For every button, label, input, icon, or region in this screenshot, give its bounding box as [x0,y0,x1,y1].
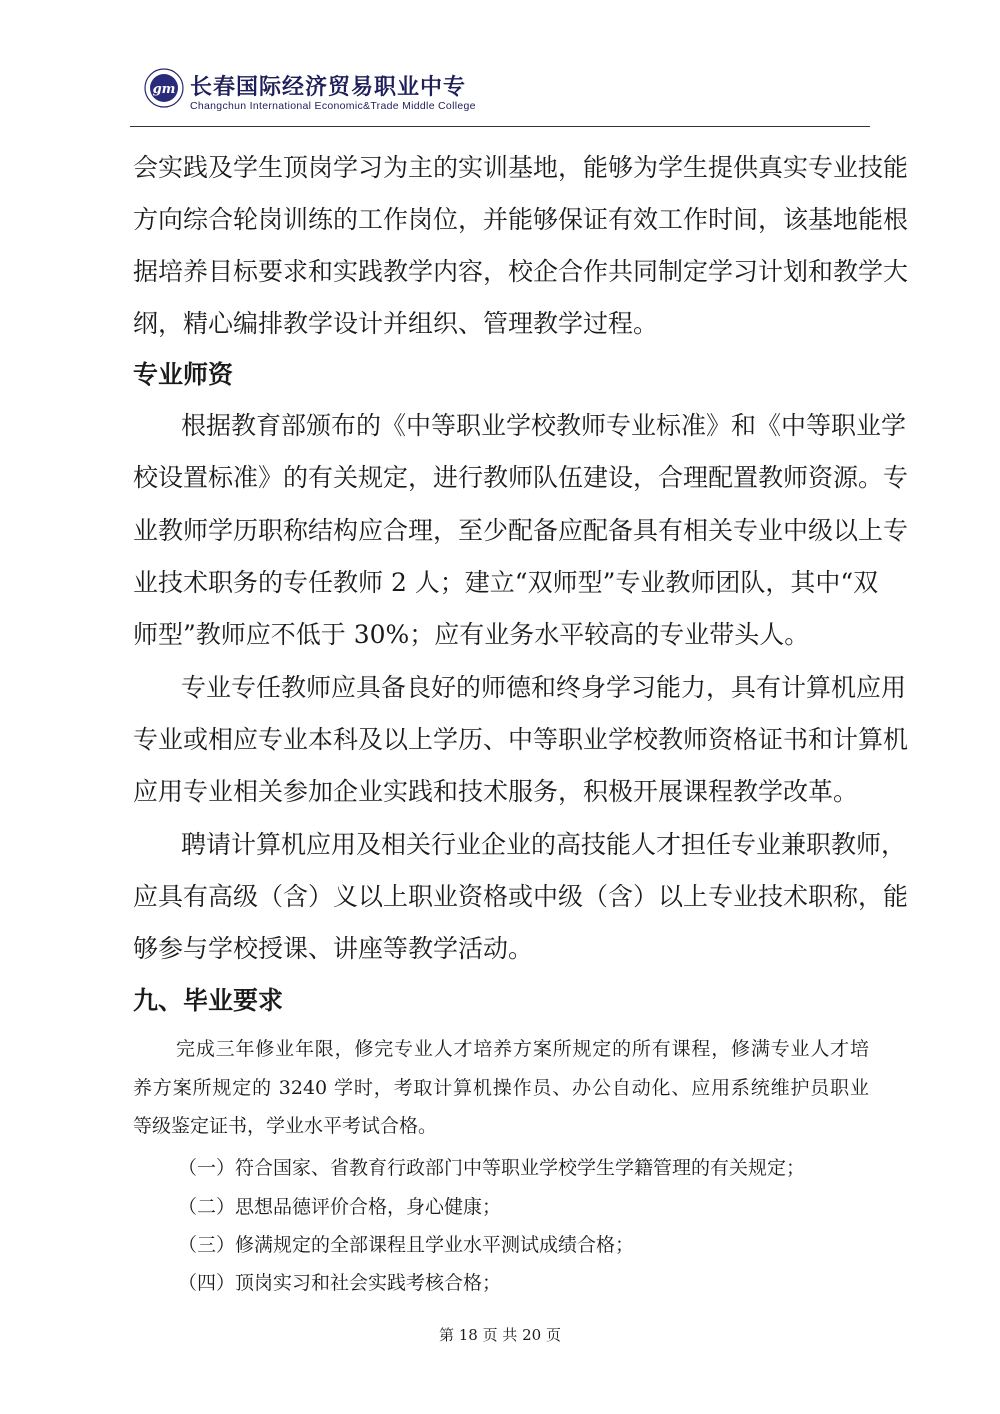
paragraph-line: 够参与学校授课、讲座等教学活动。 [133,934,534,963]
paragraph-line: 聘请计算机应用及相关行业企业的高技能人才担任专业兼职教师， [181,830,907,859]
paragraph-line: 应具有高级（含）义以上职业资格或中级（含）以上专业技术职称，能 [133,882,909,911]
school-logo-icon [144,68,184,108]
list-item: （三）修满规定的全部课程且学业水平测试成绩合格； [178,1234,635,1256]
paragraph-line: 养方案所规定的 3240 学时，考取计算机操作员、办公自动化、应用系统维护员职业 [133,1077,869,1099]
paragraph-line: 等级鉴定证书，学业水平考试合格。 [133,1115,438,1137]
paragraph-line: 业技术职务的专任教师 2 人；建立“双师型”专业教师团队，其中“双 [133,568,879,597]
list-item: （二）思想品德评价合格，身心健康； [178,1196,502,1218]
header-divider [130,126,870,127]
list-item: （四）顶岗实习和社会实践考核合格； [178,1272,502,1294]
paragraph-line: 据培养目标要求和实践教学内容，校企合作共同制定学习计划和教学大 [133,257,909,286]
paragraph-line: 根据教育部颁布的《中等职业学校教师专业标准》和《中等职业学 [181,411,907,440]
document-header [130,68,870,130]
paragraph-line: 业教师学历职称结构应合理，至少配备应配备具有相关专业中级以上专 [133,516,909,545]
paragraph-line: 方向综合轮岗训练的工作岗位，并能够保证有效工作时间，该基地能根 [133,205,909,234]
paragraph-line: 会实践及学生顶岗学习为主的实训基地，能够为学生提供真实专业技能 [133,153,909,182]
paragraph-line: 专业专任教师应具备良好的师德和终身学习能力，具有计算机应用 [181,673,907,702]
page-number: 第 18 页 共 20 页 [438,1326,561,1344]
school-name-english: Changchun International Economic&Trade Middle College [190,100,476,112]
paragraph-line: 师型”教师应不低于 30%；应有业务水平较高的专业带头人。 [133,620,810,649]
paragraph-line: 纲，精心编排教学设计并组织、管理教学过程。 [133,309,659,338]
school-name: 长春国际经济贸易职业中专 [190,74,467,100]
svg-text:gm: gm [152,82,176,97]
section-heading-graduation: 九、毕业要求 [133,986,284,1015]
paragraph-line: 应用专业相关参加企业实践和技术服务，积极开展课程教学改革。 [133,777,859,806]
paragraph-line: 校设置标准》的有关规定，进行教师队伍建设，合理配置教师资源。专 [133,463,909,492]
paragraph-line: 完成三年修业年限，修完专业人才培养方案所规定的所有课程，修满专业人才培 [176,1038,869,1060]
section-heading-teachers: 专业师资 [133,360,234,389]
paragraph-line: 专业或相应专业本科及以上学历、中等职业学校教师资格证书和计算机 [133,725,909,754]
list-item: （一）符合国家、省教育行政部门中等职业学校学生学籍管理的有关规定； [178,1157,806,1179]
